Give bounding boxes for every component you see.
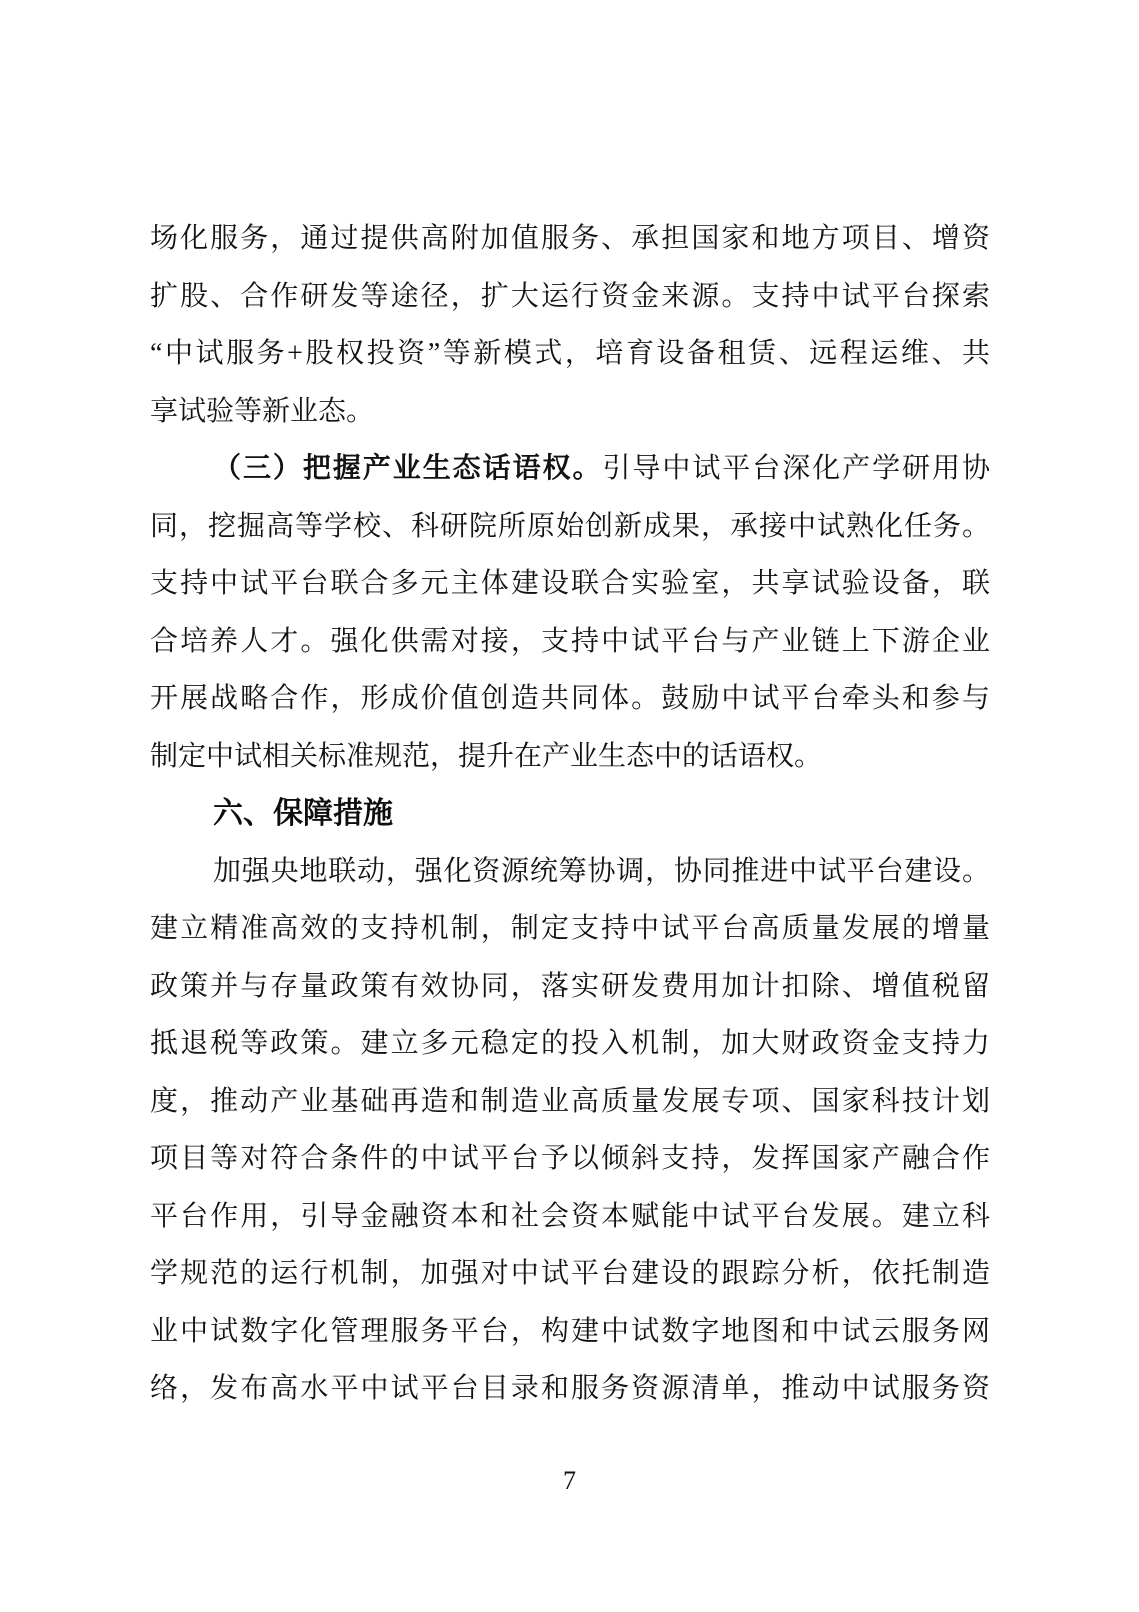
page-number: 7 [563, 1466, 576, 1495]
paragraph-line: 扩股、合作研发等途径，扩大运行资金来源。支持中试平台探索 [150, 280, 990, 312]
paragraph-line [150, 440, 990, 498]
paragraph-line: 加强央地联动，强化资源统筹协调，协同推进中试平台建设。 [213, 855, 990, 887]
subsection-title: （三）把握产业生态话语权。 [213, 453, 603, 484]
paragraph-line: 政策并与存量政策有效协同，落实研发费用加计扣除、增值税留 [150, 970, 990, 1002]
paragraph-line: 度，推动产业基础再造和制造业高质量发展专项、国家科技计划 [150, 1085, 990, 1117]
paragraph-line: 开展战略合作，形成价值创造共同体。鼓励中试平台牵头和参与 [150, 683, 990, 714]
paragraph-line: 享试验等新业态。 [150, 395, 375, 427]
paragraph-line: 学规范的运行机制，加强对中试平台建设的跟踪分析，依托制造 [150, 1258, 990, 1289]
paragraph-line: 项目等对符合条件的中试平台予以倾斜支持，发挥国家产融合作 [150, 1143, 990, 1174]
paragraph-line: 同，挖掘高等学校、科研院所原始创新成果，承接中试熟化任务。 [150, 510, 990, 542]
paragraph-line: 合培养人才。强化供需对接，支持中试平台与产业链上下游企业 [150, 625, 990, 657]
paragraph-text: 引导中试平台深化产学研用协 [602, 453, 990, 484]
paragraph-line: 场化服务，通过提供高附加值服务、承担国家和地方项目、增资 [150, 223, 990, 254]
paragraph-line: “中试服务+股权投资”等新模式，培育设备租赁、远程运维、共 [150, 338, 990, 369]
paragraph-line: 抵退税等政策。建立多元稳定的投入机制，加大财政资金支持力 [150, 1028, 990, 1059]
paragraph-line: 支持中试平台联合多元主体建设联合实验室，共享试验设备，联 [150, 568, 990, 599]
paragraph-line: 制定中试相关标准规范，提升在产业生态中的话语权。 [150, 740, 823, 772]
document-body [150, 210, 990, 1418]
section-six-heading: 六、保障措施 [213, 797, 393, 830]
paragraph-line: 平台作用，引导金融资本和社会资本赋能中试平台发展。建立科 [150, 1200, 990, 1232]
paragraph-line: 建立精准高效的支持机制，制定支持中试平台高质量发展的增量 [150, 913, 990, 944]
paragraph-line: 络，发布高水平中试平台目录和服务资源清单，推动中试服务资 [150, 1373, 990, 1404]
paragraph-line: 业中试数字化管理服务平台，构建中试数字地图和中试云服务网 [150, 1315, 990, 1347]
